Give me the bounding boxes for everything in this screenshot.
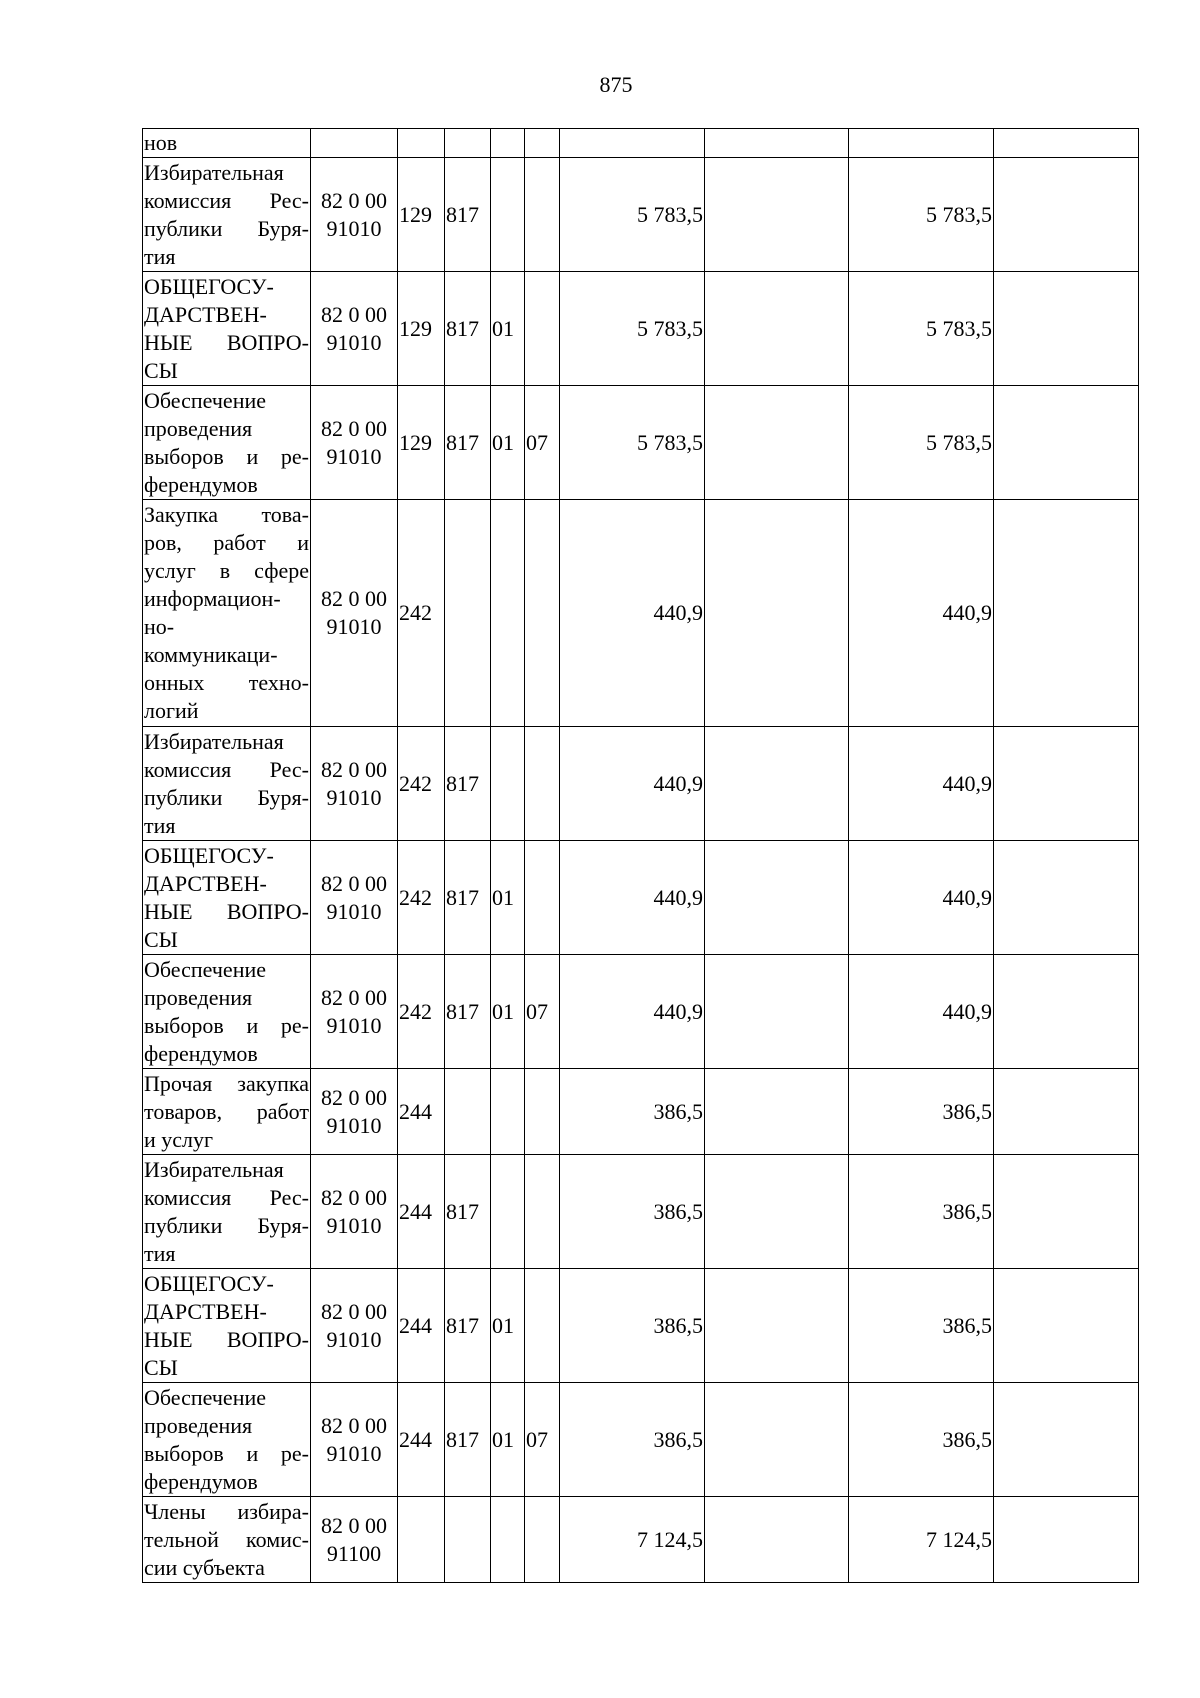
cell-amount-3: 386,5	[849, 1383, 994, 1497]
table-row	[143, 1155, 1139, 1269]
cell-section	[491, 1155, 525, 1269]
cell-subsection: 07	[525, 1383, 560, 1497]
cell-subsection	[525, 1155, 560, 1269]
name-line: тия	[144, 1240, 176, 1266]
name-line: выборов и ре-	[144, 1012, 309, 1038]
cell-amount-2	[705, 955, 849, 1069]
cell-name	[143, 1155, 311, 1269]
cell-ministry	[445, 1497, 491, 1583]
cell-ministry	[445, 500, 491, 727]
cell-amount-3	[849, 129, 994, 158]
cell-amount-3: 440,9	[849, 500, 994, 727]
name-line: тия	[144, 243, 176, 269]
cell-amount-1	[560, 129, 705, 158]
cell-subsection	[525, 841, 560, 955]
cell-name	[143, 500, 311, 727]
cell-amount-2	[705, 841, 849, 955]
name-line: товаров, работ	[144, 1098, 309, 1124]
cell-section	[491, 1069, 525, 1155]
name-line: ОБЩЕГОСУ-	[144, 273, 274, 299]
cell-ministry: 817	[445, 386, 491, 500]
cell-amount-3: 440,9	[849, 841, 994, 955]
name-line: ДАРСТВЕН-	[144, 870, 267, 896]
cell-subsection	[525, 129, 560, 158]
cell-amount-3: 440,9	[849, 727, 994, 841]
name-line: Члены избира-	[144, 1498, 309, 1524]
cell-amount-3: 5 783,5	[849, 386, 994, 500]
cell-section	[491, 500, 525, 727]
name-line: публики Буря-	[144, 1212, 309, 1238]
cell-subsection: 07	[525, 386, 560, 500]
cell-subsection	[525, 272, 560, 386]
cell-name	[143, 272, 311, 386]
cell-ministry	[445, 129, 491, 158]
name-line: проведения	[144, 1412, 253, 1438]
cell-amount-1: 440,9	[560, 727, 705, 841]
cell-name	[143, 1269, 311, 1383]
name-line: ферендумов	[144, 471, 258, 497]
cell-section: 01	[491, 1269, 525, 1383]
table-row	[143, 272, 1139, 386]
cell-ministry: 817	[445, 1383, 491, 1497]
cell-amount-3: 7 124,5	[849, 1497, 994, 1583]
cell-amount-3: 5 783,5	[849, 272, 994, 386]
cell-amount-3: 5 783,5	[849, 158, 994, 272]
name-line: логий	[144, 698, 199, 723]
cell-amount-2	[705, 1269, 849, 1383]
cell-target-code: 82 0 00 91010	[311, 1069, 398, 1155]
cell-amount-2	[705, 1155, 849, 1269]
cell-target-code: 82 0 00 91010	[311, 500, 398, 727]
name-line: Избирательная	[144, 1156, 284, 1182]
name-line: ДАРСТВЕН-	[144, 301, 267, 327]
name-line: НЫЕ ВОПРО-	[144, 329, 309, 355]
cell-amount-3: 386,5	[849, 1155, 994, 1269]
page-number: 875	[599, 72, 633, 97]
cell-target-code: 82 0 00 91010	[311, 158, 398, 272]
cell-amount-2	[705, 500, 849, 727]
budget-table	[142, 128, 1139, 1583]
name-line: СЫ	[144, 357, 178, 383]
name-line: ров, работ и	[144, 530, 309, 555]
cell-target-code: 82 0 00 91010	[311, 272, 398, 386]
name-line: выборов и ре-	[144, 1440, 309, 1466]
cell-amount-4	[994, 727, 1139, 841]
name-line: Обеспечение	[144, 956, 266, 982]
name-line: онных техно-	[144, 670, 309, 695]
cell-amount-2	[705, 158, 849, 272]
name-line: Избирательная	[144, 159, 284, 185]
cell-amount-2	[705, 727, 849, 841]
cell-amount-1: 386,5	[560, 1155, 705, 1269]
cell-target-code: 82 0 00 91010	[311, 1155, 398, 1269]
cell-expense-type: 129	[398, 158, 445, 272]
cell-amount-1: 386,5	[560, 1269, 705, 1383]
cell-amount-1: 386,5	[560, 1383, 705, 1497]
cell-name	[143, 1383, 311, 1497]
table-row	[143, 1383, 1139, 1497]
name-line: нов	[144, 130, 178, 155]
cell-section: 01	[491, 1383, 525, 1497]
cell-name	[143, 158, 311, 272]
cell-amount-4	[994, 955, 1139, 1069]
cell-name	[143, 841, 311, 955]
cell-amount-1: 5 783,5	[560, 158, 705, 272]
name-line: публики Буря-	[144, 215, 309, 241]
cell-amount-2	[705, 272, 849, 386]
cell-expense-type	[398, 129, 445, 158]
table-row	[143, 841, 1139, 955]
cell-ministry	[445, 1069, 491, 1155]
cell-subsection	[525, 1269, 560, 1383]
name-line: ОБЩЕГОСУ-	[144, 1270, 274, 1296]
cell-name	[143, 1069, 311, 1155]
name-line: проведения	[144, 415, 253, 441]
table-body	[143, 129, 1139, 1583]
name-line: услуг в сфере	[144, 558, 309, 583]
cell-target-code: 82 0 00 91010	[311, 1383, 398, 1497]
name-line: НЫЕ ВОПРО-	[144, 898, 309, 924]
cell-subsection	[525, 158, 560, 272]
cell-amount-1: 5 783,5	[560, 272, 705, 386]
table-row	[143, 955, 1139, 1069]
cell-name	[143, 955, 311, 1069]
cell-section	[491, 158, 525, 272]
cell-section: 01	[491, 841, 525, 955]
cell-target-code: 82 0 00 91010	[311, 386, 398, 500]
name-line: комиссия Рес-	[144, 756, 309, 782]
table-row	[143, 1269, 1139, 1383]
table-row	[143, 1497, 1139, 1583]
name-line: и услуг	[144, 1126, 214, 1152]
cell-target-code: 82 0 00 91010	[311, 727, 398, 841]
cell-amount-3: 440,9	[849, 955, 994, 1069]
cell-amount-4	[994, 1069, 1139, 1155]
cell-ministry: 817	[445, 727, 491, 841]
cell-amount-4	[994, 158, 1139, 272]
cell-name	[143, 129, 311, 158]
cell-target-code: 82 0 00 91010	[311, 955, 398, 1069]
cell-subsection	[525, 727, 560, 841]
name-line: СЫ	[144, 1354, 178, 1380]
cell-name	[143, 727, 311, 841]
name-line: НЫЕ ВОПРО-	[144, 1326, 309, 1352]
table-row	[143, 727, 1139, 841]
name-line: ферендумов	[144, 1468, 258, 1494]
cell-amount-3: 386,5	[849, 1269, 994, 1383]
name-line: СЫ	[144, 926, 178, 952]
cell-ministry: 817	[445, 1269, 491, 1383]
cell-amount-2	[705, 1383, 849, 1497]
cell-amount-4	[994, 1269, 1139, 1383]
cell-amount-4	[994, 1155, 1139, 1269]
name-line: Обеспечение	[144, 387, 266, 413]
name-line: Обеспечение	[144, 1384, 266, 1410]
cell-amount-1: 386,5	[560, 1069, 705, 1155]
cell-amount-4	[994, 386, 1139, 500]
cell-subsection	[525, 500, 560, 727]
cell-expense-type: 242	[398, 500, 445, 727]
cell-subsection: 07	[525, 955, 560, 1069]
name-line: ДАРСТВЕН-	[144, 1298, 267, 1324]
cell-amount-1: 7 124,5	[560, 1497, 705, 1583]
name-line: Закупка това-	[144, 502, 309, 527]
name-line: информацион-	[144, 586, 281, 611]
cell-target-code: 82 0 00 91010	[311, 1269, 398, 1383]
cell-amount-3: 386,5	[849, 1069, 994, 1155]
cell-name	[143, 1497, 311, 1583]
cell-amount-2	[705, 1069, 849, 1155]
name-line: Прочая закупка	[144, 1070, 309, 1096]
cell-expense-type: 242	[398, 727, 445, 841]
cell-ministry: 817	[445, 272, 491, 386]
cell-expense-type: 244	[398, 1155, 445, 1269]
cell-amount-4	[994, 1383, 1139, 1497]
table-row	[143, 386, 1139, 500]
cell-ministry: 817	[445, 158, 491, 272]
name-line: проведения	[144, 984, 253, 1010]
name-line: комиссия Рес-	[144, 187, 309, 213]
cell-amount-4	[994, 1497, 1139, 1583]
name-line: публики Буря-	[144, 784, 309, 810]
name-line: ферендумов	[144, 1040, 258, 1066]
name-line: Избирательная	[144, 728, 284, 754]
cell-section	[491, 727, 525, 841]
cell-section: 01	[491, 955, 525, 1069]
cell-amount-4	[994, 272, 1139, 386]
name-line: но-	[144, 614, 175, 639]
cell-amount-4	[994, 841, 1139, 955]
cell-target-code	[311, 129, 398, 158]
cell-ministry: 817	[445, 955, 491, 1069]
name-line: комиссия Рес-	[144, 1184, 309, 1210]
cell-subsection	[525, 1497, 560, 1583]
name-line: выборов и ре-	[144, 443, 309, 469]
table-row	[143, 158, 1139, 272]
cell-target-code: 82 0 00 91100	[311, 1497, 398, 1583]
cell-expense-type: 244	[398, 1069, 445, 1155]
cell-expense-type: 242	[398, 841, 445, 955]
cell-expense-type: 242	[398, 955, 445, 1069]
cell-section	[491, 1497, 525, 1583]
cell-target-code: 82 0 00 91010	[311, 841, 398, 955]
cell-section: 01	[491, 272, 525, 386]
cell-amount-1: 440,9	[560, 500, 705, 727]
cell-expense-type: 129	[398, 272, 445, 386]
cell-expense-type: 244	[398, 1269, 445, 1383]
name-line: коммуникаци-	[144, 642, 278, 667]
cell-expense-type: 244	[398, 1383, 445, 1497]
name-line: тельной комис-	[144, 1526, 309, 1552]
cell-amount-1: 5 783,5	[560, 386, 705, 500]
cell-expense-type	[398, 1497, 445, 1583]
cell-section	[491, 129, 525, 158]
cell-amount-2	[705, 386, 849, 500]
table-row	[143, 129, 1139, 158]
table-row	[143, 500, 1139, 727]
table-row	[143, 1069, 1139, 1155]
cell-amount-2	[705, 129, 849, 158]
cell-name	[143, 386, 311, 500]
name-line: тия	[144, 812, 176, 838]
name-line: сии субъекта	[144, 1554, 265, 1580]
cell-ministry: 817	[445, 841, 491, 955]
cell-amount-1: 440,9	[560, 841, 705, 955]
cell-amount-4	[994, 500, 1139, 727]
cell-amount-4	[994, 129, 1139, 158]
cell-amount-1: 440,9	[560, 955, 705, 1069]
name-line: ОБЩЕГОСУ-	[144, 842, 274, 868]
cell-subsection	[525, 1069, 560, 1155]
cell-ministry: 817	[445, 1155, 491, 1269]
cell-expense-type: 129	[398, 386, 445, 500]
cell-section: 01	[491, 386, 525, 500]
cell-amount-2	[705, 1497, 849, 1583]
